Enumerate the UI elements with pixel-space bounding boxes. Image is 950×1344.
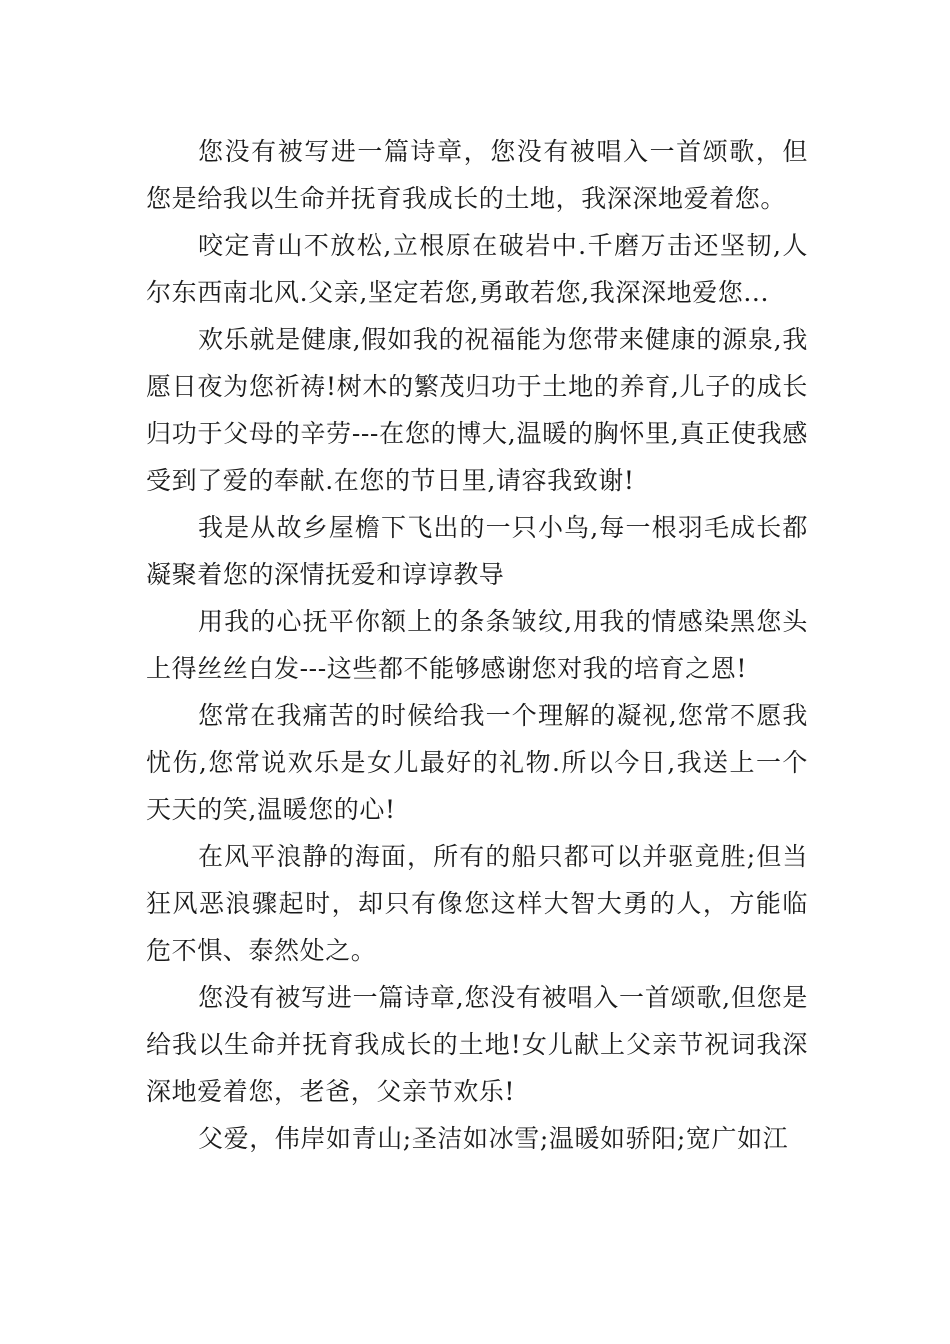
paragraph-7: 在风平浪静的海面，所有的船只都可以并驱竟胜;但当狂风恶浪骤起时，却只有像您这样大智大勇的人，方能临危不惧、泰然处之。 bbox=[146, 842, 808, 965]
paragraph-4: 我是从故乡屋檐下飞出的一只小鸟,每一根羽毛成长都凝聚着您的深情抚爱和谆谆教导 bbox=[146, 513, 808, 589]
paragraph-8: 您没有被写进一篇诗章,您没有被唱入一首颂歌,但您是给我以生命并抚育我成长的土地!女儿献上父亲节祝词我深深地爱着您，老爸，父亲节欢乐! bbox=[146, 983, 808, 1106]
paragraph-5: 用我的心抚平你额上的条条皱纹,用我的情感染黑您头上得丝丝白发---这些都不能够感谢您对我的培育之恩! bbox=[146, 607, 808, 683]
paragraph-1: 您没有被写进一篇诗章，您没有被唱入一首颂歌，但您是给我以生命并抚育我成长的土地，我深深地爱着您。 bbox=[146, 137, 808, 213]
document-body bbox=[146, 128, 808, 1162]
paragraph-3: 欢乐就是健康,假如我的祝福能为您带来健康的源泉,我愿日夜为您祈祷!树木的繁茂归功于土地的养育,儿子的成长归功于父母的辛劳---在您的博大,温暖的胸怀里,真正使我感受到了爱的奉献.在您的节日里,请容我致谢! bbox=[146, 325, 808, 495]
paragraph-9: 父爱，伟岸如青山;圣洁如冰雪;温暖如骄阳;宽广如江 bbox=[198, 1124, 789, 1153]
paragraph-6: 您常在我痛苦的时候给我一个理解的凝视,您常不愿我忧伤,您常说欢乐是女儿最好的礼物.所以今日,我送上一个天天的笑,温暖您的心! bbox=[146, 701, 808, 824]
paragraph-2: 咬定青山不放松,立根原在破岩中.千磨万击还坚韧,人尔东西南北风.父亲,坚定若您,勇敢若您,我深深地爱您... bbox=[146, 231, 808, 307]
